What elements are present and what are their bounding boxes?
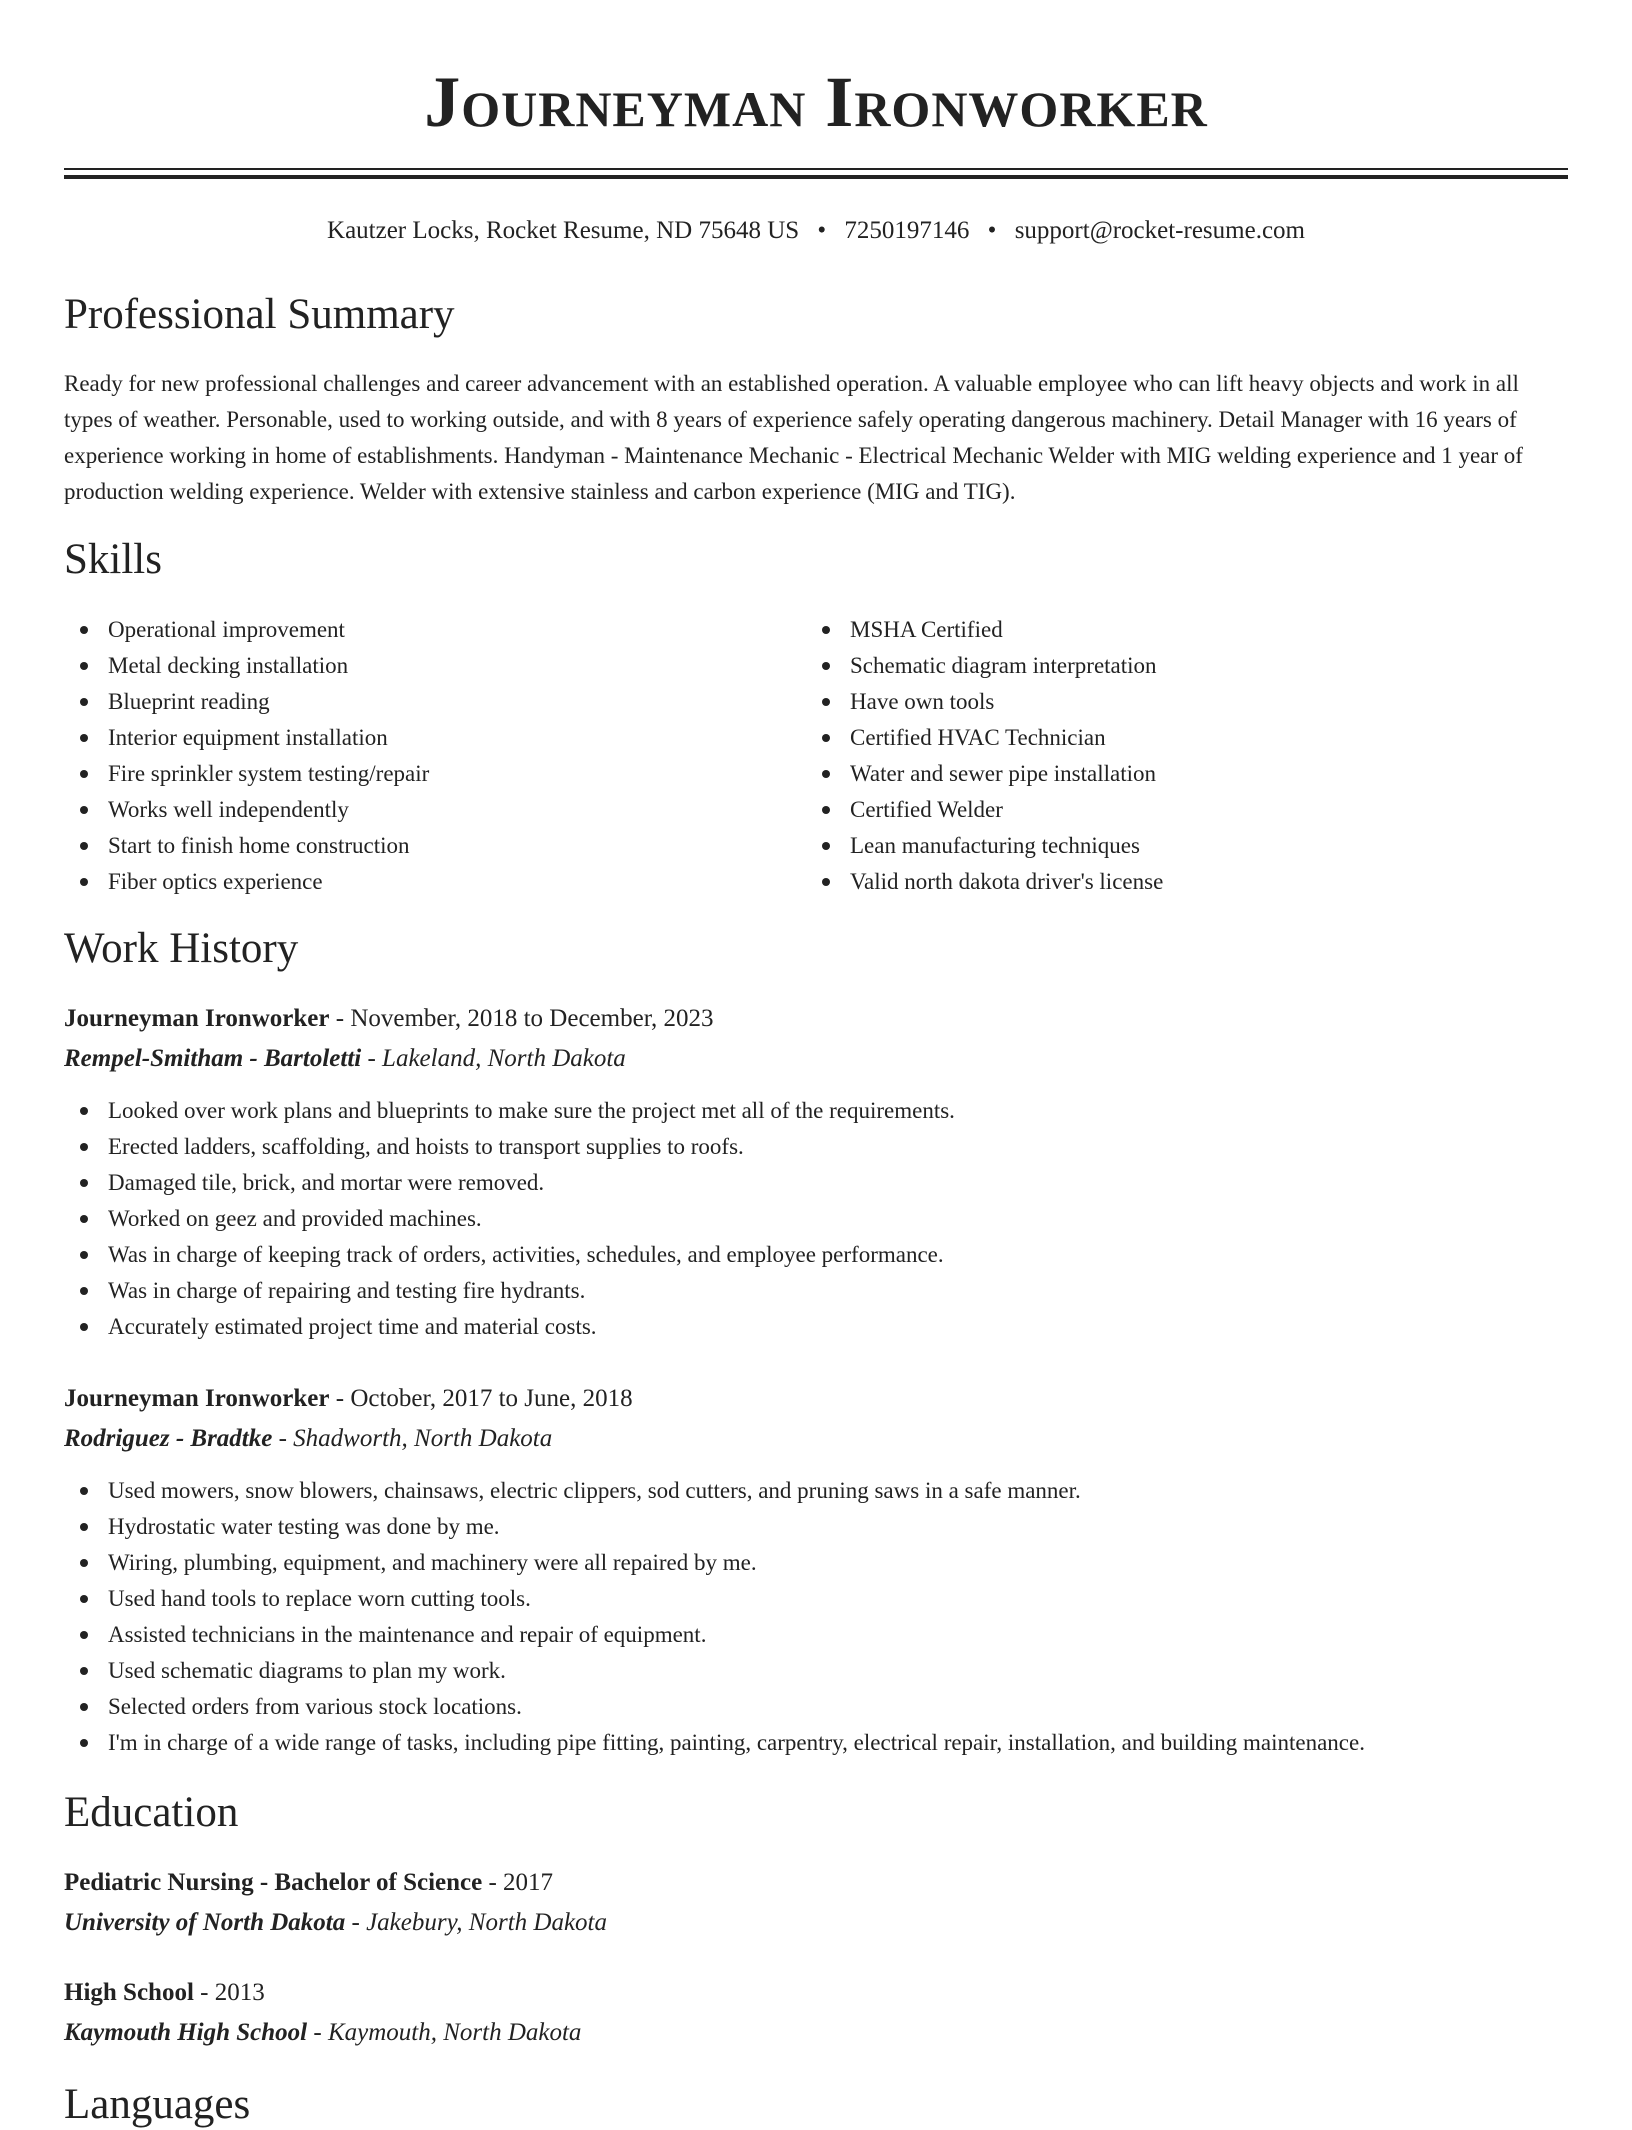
job-duty: Worked on geez and provided machines. bbox=[64, 1201, 1568, 1237]
education-degree: High School bbox=[64, 1979, 194, 2006]
job-company: Rodriguez - Bradtke bbox=[64, 1425, 273, 1452]
skill-item: Lean manufacturing techniques bbox=[806, 828, 1546, 864]
title-divider-thick bbox=[64, 175, 1568, 179]
education-location: - Jakebury, North Dakota bbox=[345, 1909, 608, 1936]
job-duty: I'm in charge of a wide range of tasks, including pipe fitting, painting, carpentry, electrical repair, installation, and building maintenance. bbox=[64, 1725, 1568, 1761]
languages-heading: Languages bbox=[64, 2081, 251, 2128]
skill-item: Start to finish home construction bbox=[64, 828, 804, 864]
education-header bbox=[64, 1973, 1568, 2013]
education-entry bbox=[64, 1973, 1568, 2053]
job-duty: Used schematic diagrams to plan my work. bbox=[64, 1653, 1568, 1689]
education-school: Kaymouth High School bbox=[64, 2019, 308, 2046]
job-duty: Used mowers, snow blowers, chainsaws, electric clippers, sod cutters, and pruning saws in a safe manner. bbox=[64, 1473, 1568, 1509]
education-location: - Kaymouth, North Dakota bbox=[307, 2019, 582, 2046]
education-heading: Education bbox=[64, 1789, 239, 1836]
education-year: - 2017 bbox=[482, 1869, 554, 1896]
job-dates: - October, 2017 to June, 2018 bbox=[329, 1385, 633, 1412]
education-header bbox=[64, 1863, 1568, 1903]
skill-item: Have own tools bbox=[806, 684, 1546, 720]
education-school-line bbox=[64, 1903, 1568, 1943]
contact-separator: • bbox=[987, 217, 997, 244]
contact-email: support@rocket-resume.com bbox=[1014, 217, 1305, 244]
education-entry bbox=[64, 1863, 1568, 1943]
skill-item: Operational improvement bbox=[64, 612, 804, 648]
job-employer bbox=[64, 1419, 1568, 1459]
skill-item: Works well independently bbox=[64, 792, 804, 828]
job-duties-list bbox=[64, 1473, 1568, 1761]
job-duty: Selected orders from various stock locations. bbox=[64, 1689, 1568, 1725]
resume-page bbox=[64, 0, 1568, 2128]
job-location: - Lakeland, North Dakota bbox=[361, 1045, 626, 1072]
job-duties-list bbox=[64, 1093, 1568, 1345]
skills-heading: Skills bbox=[64, 536, 162, 583]
job-entry bbox=[64, 999, 1568, 1345]
skill-item: Fire sprinkler system testing/repair bbox=[64, 756, 804, 792]
job-duty: Wiring, plumbing, equipment, and machinery were all repaired by me. bbox=[64, 1545, 1568, 1581]
job-title: Journeyman Ironworker bbox=[64, 1005, 330, 1032]
contact-address: Kautzer Locks, Rocket Resume, ND 75648 US bbox=[327, 217, 800, 244]
job-duty: Assisted technicians in the maintenance and repair of equipment. bbox=[64, 1617, 1568, 1653]
job-duty: Hydrostatic water testing was done by me. bbox=[64, 1509, 1568, 1545]
job-duty: Was in charge of repairing and testing fire hydrants. bbox=[64, 1273, 1568, 1309]
education-school-line bbox=[64, 2013, 1568, 2053]
job-duty: Used hand tools to replace worn cutting tools. bbox=[64, 1581, 1568, 1617]
skills-list-left bbox=[64, 612, 804, 900]
skill-item: Water and sewer pipe installation bbox=[806, 756, 1546, 792]
title-divider-thin bbox=[64, 168, 1568, 170]
skill-item: Certified Welder bbox=[806, 792, 1546, 828]
job-header bbox=[64, 1379, 1568, 1419]
job-location: - Shadworth, North Dakota bbox=[272, 1425, 553, 1452]
skill-item: MSHA Certified bbox=[806, 612, 1546, 648]
job-title: Journeyman Ironworker bbox=[64, 1385, 330, 1412]
education-year: - 2013 bbox=[193, 1979, 265, 2006]
skill-item: Valid north dakota driver's license bbox=[806, 864, 1546, 900]
skills-list-right bbox=[806, 612, 1546, 900]
contact-line bbox=[64, 214, 1568, 248]
skill-item: Fiber optics experience bbox=[64, 864, 804, 900]
resume-title: Journeyman Ironworker bbox=[424, 62, 1208, 142]
skill-item: Certified HVAC Technician bbox=[806, 720, 1546, 756]
job-entry bbox=[64, 1379, 1568, 1761]
job-duty: Looked over work plans and blueprints to make sure the project met all of the requirements. bbox=[64, 1093, 1568, 1129]
skill-item: Metal decking installation bbox=[64, 648, 804, 684]
skill-item: Blueprint reading bbox=[64, 684, 804, 720]
education-school: University of North Dakota bbox=[64, 1909, 346, 1936]
summary-heading: Professional Summary bbox=[64, 291, 455, 338]
job-company: Rempel-Smitham - Bartoletti bbox=[64, 1045, 362, 1072]
job-dates: - November, 2018 to December, 2023 bbox=[329, 1005, 714, 1032]
job-duty: Damaged tile, brick, and mortar were removed. bbox=[64, 1165, 1568, 1201]
contact-phone: 7250197146 bbox=[844, 217, 970, 244]
education-degree: Pediatric Nursing - Bachelor of Science bbox=[64, 1869, 483, 1896]
job-employer bbox=[64, 1039, 1568, 1079]
work-history-heading: Work History bbox=[64, 925, 299, 972]
job-header bbox=[64, 999, 1568, 1039]
summary-text: Ready for new professional challenges and career advancement with an established operation. A valuable employee who can lift heavy objects and work in all types of weather. Personable, used to working outside, and with 8 years of experience safely operating dangerous machinery. Detail Manager with 16 years of experience working in home of establishments. Handyman - Maintenance Mechanic - Electrical Mechanic Welder with MIG welding experience and 1 year of production welding experience. Welder with extensive stainless and carbon experience (MIG and TIG). bbox=[64, 371, 1523, 504]
job-duty: Accurately estimated project time and material costs. bbox=[64, 1309, 1568, 1345]
job-duty: Was in charge of keeping track of orders, activities, schedules, and employee performance. bbox=[64, 1237, 1568, 1273]
skill-item: Interior equipment installation bbox=[64, 720, 804, 756]
job-duty: Erected ladders, scaffolding, and hoists to transport supplies to roofs. bbox=[64, 1129, 1568, 1165]
skill-item: Schematic diagram interpretation bbox=[806, 648, 1546, 684]
contact-separator: • bbox=[817, 217, 827, 244]
